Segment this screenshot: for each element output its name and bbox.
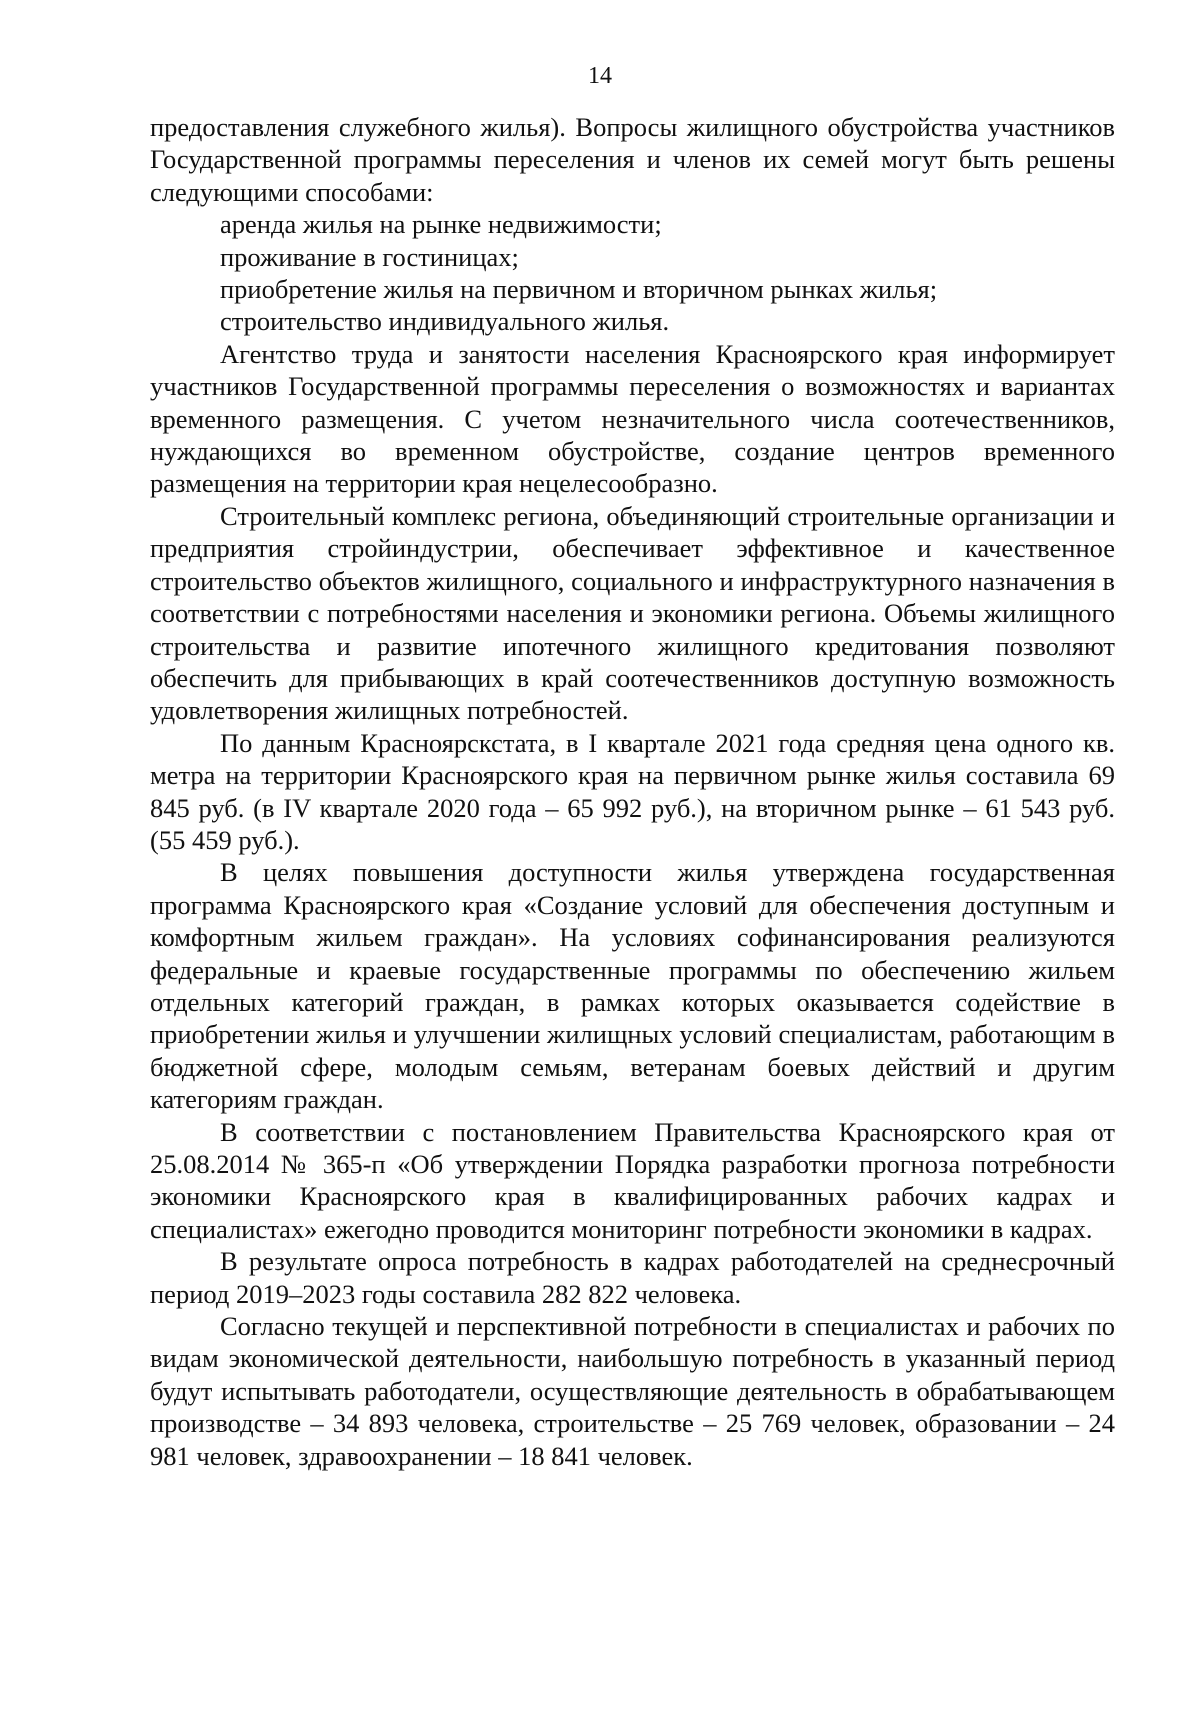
paragraph-housing-prices: По данным Красноярскстата, в I квартале 2021 года средняя цена одного кв. метра на территории Красноярского края на первичном рынке жилья составила 69 845 руб. (в IV квартале 2020 года – 65 992 руб.), на вторичном рынке – 61 543 руб. (55 459 руб.). [150, 727, 1115, 855]
document-body [150, 111, 1115, 1472]
list-item-construction: строительство индивидуального жилья. [220, 306, 670, 337]
list-item-purchase: приобретение жилья на первичном и вторичном рынках жилья; [220, 274, 938, 305]
paragraph-demand-by-sector: Согласно текущей и перспективной потребности в специалистах и рабочих по видам экономической деятельности, наибольшую потребность в указанный период будут испытывать работодатели, осуществляющие деятельность в обрабатывающем производстве – 34 893 человека, строительстве – 25 769 человек, образовании – 24 981 человек, здравоохранении – 18 841 человек. [150, 1311, 1115, 1471]
paragraph-employment-agency: Агентство труда и занятости населения Красноярского края информирует участников Государственной программы переселения о возможностях и вариантах временного размещения. С учетом незначительного числа соотечественников, нуждающихся во временном обустройстве, создание центров временного размещения на территории края нецелесообразно. [150, 338, 1115, 499]
paragraph-housing-options-intro: предоставления служебного жилья). Вопросы жилищного обустройства участников Государственной программы переселения и членов их семей могут быть решены следующими способами: [150, 112, 1115, 207]
page-number: 14 [588, 63, 612, 89]
paragraph-government-decree: В соответствии с постановлением Правительства Красноярского края от 25.08.2014 № 365-п «Об утверждении Порядка разработки прогноза потребности экономики Красноярского края в квалифицированных рабочих кадрах и специалистах» ежегодно проводится мониторинг потребности экономики в кадрах. [150, 1116, 1115, 1244]
paragraph-construction-complex: Строительный комплекс региона, объединяющий строительные организации и предприятия стройиндустрии, обеспечивает эффективное и качественное строительство объектов жилищного, социального и инфраструктурного назначения в соответствии с потребностями населения и экономики региона. Объемы жилищного строительства и развитие ипотечного жилищного кредитования позволяют обеспечить для прибывающих в край соотечественников доступную возможность удовлетворения жилищных потребностей. [150, 500, 1115, 726]
paragraph-state-program: В целях повышения доступности жилья утверждена государственная программа Красноярского края «Создание условий для обеспечения доступным и комфортным жильем граждан». На условиях софинансирования реализуются федеральные и краевые государственные программы по обеспечению жильем отдельных категорий граждан, в рамках которых оказывается содействие в приобретении жилья и улучшении жилищных условий специалистам, работающим в бюджетной сфере, молодым семьям, ветеранам боевых действий и другим категориям граждан. [150, 857, 1115, 1115]
list-item-rent: аренда жилья на рынке недвижимости; [220, 209, 662, 240]
paragraph-survey-result: В результате опроса потребность в кадрах работодателей на среднесрочный период 2019–2023 годы составила 282 822 человека. [150, 1246, 1115, 1309]
list-item-hotels: проживание в гостиницах; [220, 241, 519, 272]
